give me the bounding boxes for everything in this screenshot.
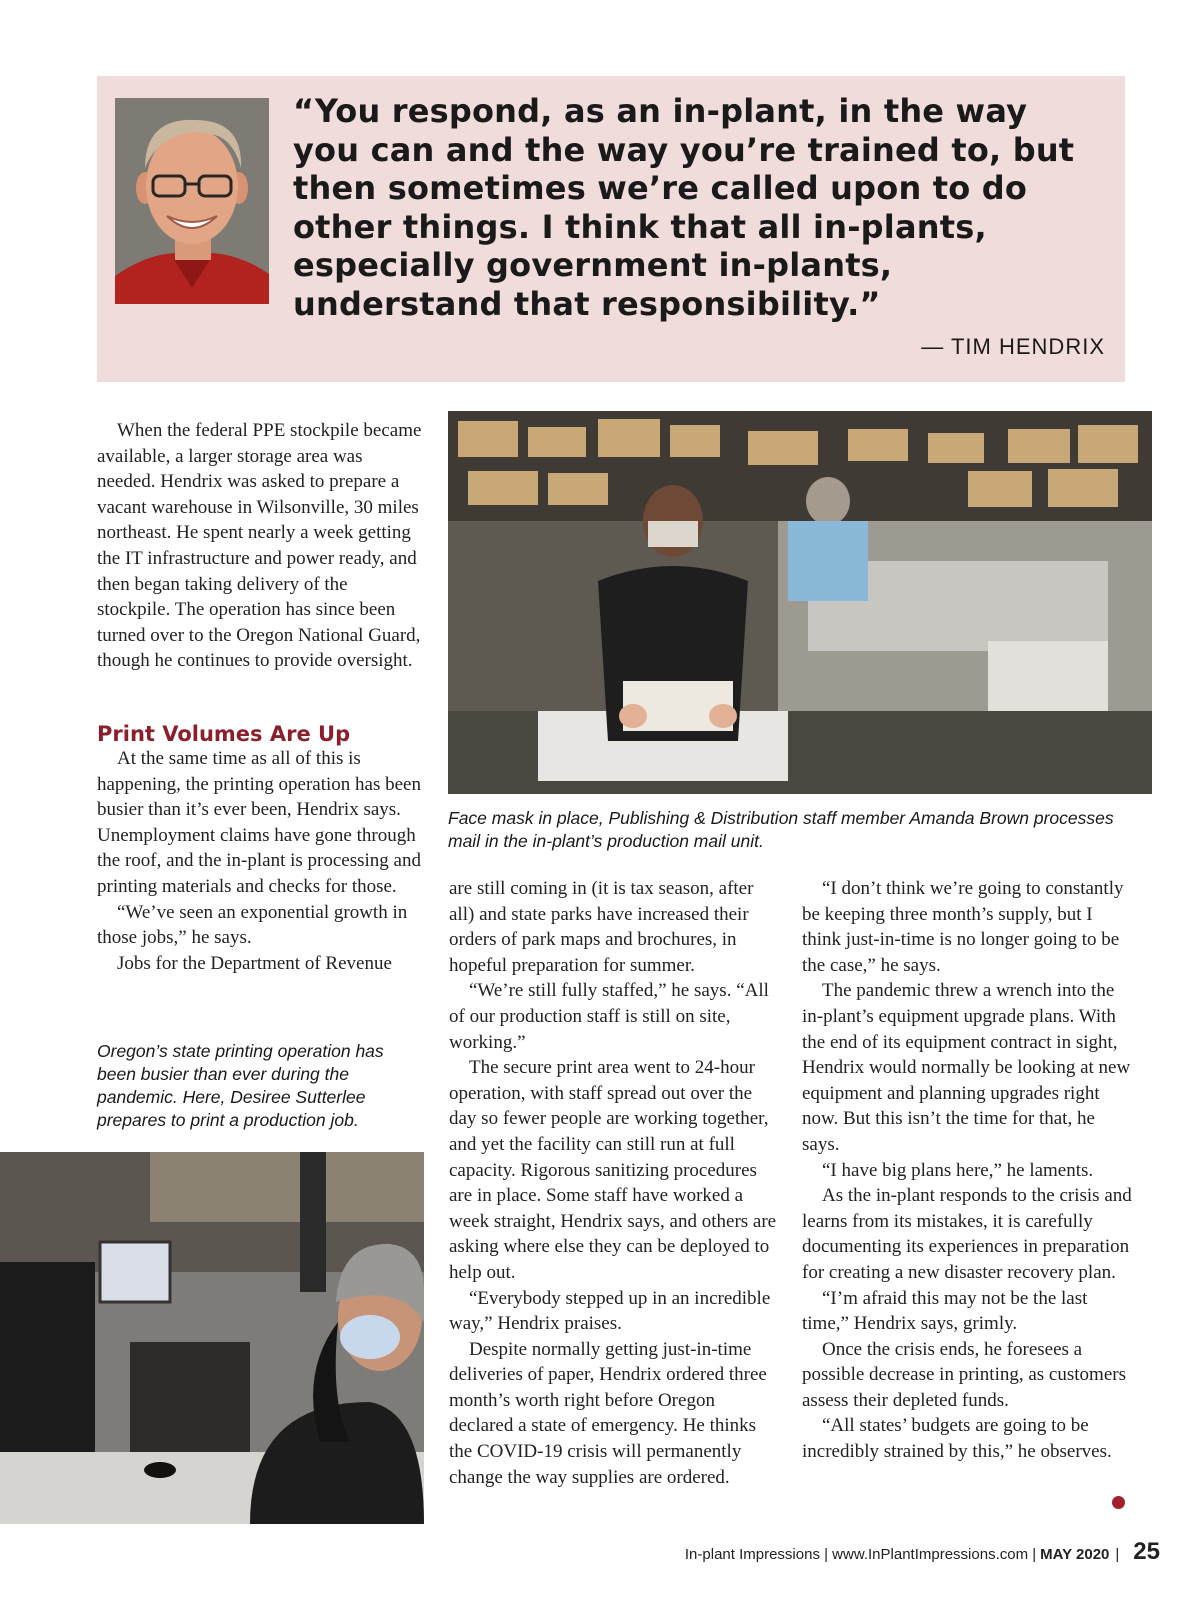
page-number: 25 — [1133, 1538, 1160, 1565]
paragraph: “I don’t think we’re going to constantly be keeping three month’s supply, but I think just-in-time is no longer going to be the case,” he says. — [802, 878, 1124, 976]
paragraph: The secure print area went to 24-hour operation, with staff spread out over the day so fewer people are working together, and yet the facility can still run at full capacity. Rigorous sanitizing procedures are in place. Some staff have worked a week straight, Hendrix says, and others are asking where else they can be deployed to help out. — [449, 1057, 777, 1283]
footer-publication: In-plant Impressions | www.InPlantImpressions.com | — [684, 1546, 1037, 1563]
section-subhead: Print Volumes Are Up — [97, 722, 351, 746]
paragraph: When the federal PPE stockpile became available, a larger storage area was needed. Hendrix was asked to prepare a vacant warehouse in Wilsonville, 30 miles northeast. He spent nearly a week getting the IT infrastructure and power ready, and then began taking delivery of the stockpile. The operation has since been turned over to the Oregon National Guard, though he continues to provide oversight. — [97, 420, 422, 672]
paragraph: “Everybody stepped up in an incredible way,” Hendrix praises. — [449, 1287, 771, 1335]
paragraph: Jobs for the Department of Revenue — [117, 952, 392, 974]
pull-quote-text: “You respond, as an in-plant, in the way you can and the way you’re trained to, but then sometimes we’re called upon to do other things. I think that all in-plants, especially government in-plants, understand that responsibility.” — [293, 92, 1075, 323]
paragraph: Despite normally getting just-in-time deliveries of paper, Hendrix ordered three month’s worth right before Oregon declared a state of emergency. He thinks the COVID-19 crisis will permanently change the way supplies are ordered. — [449, 1338, 767, 1488]
paragraph: “We’re still fully staffed,” he says. “All of our production staff is still on site, working.” — [449, 980, 769, 1053]
paragraph: “All states’ budgets are going to be incredibly strained by this,” he observes. — [802, 1415, 1112, 1463]
photo-print-operator — [0, 1152, 424, 1524]
paragraph: “I’m afraid this may not be the last time,” Hendrix says, grimly. — [802, 1287, 1088, 1335]
paragraph: Once the crisis ends, he foresees a possible decrease in printing, as customers assess their depleted funds. — [802, 1338, 1126, 1411]
paragraph: As the in-plant responds to the crisis and learns from its mistakes, it is carefully documenting its experiences in preparation for creating a new disaster recovery plan. — [802, 1185, 1132, 1283]
paragraph: The pandemic threw a wrench into the in-plant’s equipment upgrade plans. With the end of its equipment contract in sight, Hendrix would normally be looking at new equipment and planning upgrades right now. But this isn’t the time for that, he says. — [802, 980, 1131, 1155]
column-3 — [802, 876, 1136, 1465]
column-1-intro — [97, 418, 423, 674]
photo-mail-processing — [448, 411, 1152, 794]
portrait-photo-tim-hendrix — [115, 98, 269, 304]
footer-separator: | — [1115, 1546, 1120, 1563]
page-footer — [685, 1538, 1160, 1566]
footer-issue: MAY 2020 — [1040, 1546, 1110, 1563]
photo-caption-top: Face mask in place, Publishing & Distribution staff member Amanda Brown processes mail in the in-plant’s production mail unit. — [448, 808, 1114, 851]
pull-quote-box — [97, 76, 1125, 382]
column-2 — [449, 876, 779, 1490]
column-1-section — [97, 746, 423, 976]
end-of-story-marker — [1112, 1496, 1125, 1509]
photo-caption-left: Oregon’s state printing operation has been busier than ever during the pandemic. Here, Desiree Sutterlee prepares to print a production job. — [97, 1041, 384, 1130]
paragraph: are still coming in (it is tax season, after all) and state parks have increased their orders of park maps and brochures, in hopeful preparation for summer. — [449, 878, 754, 976]
paragraph: “We’ve seen an exponential growth in those jobs,” he says. — [97, 901, 408, 949]
paragraph: “I have big plans here,” he laments. — [822, 1159, 1094, 1181]
paragraph: At the same time as all of this is happening, the printing operation has been busier than it’s ever been, Hendrix says. Unemployment claims have gone through the roof, and the in-plant is processing and printing materials and checks for those. — [97, 748, 421, 897]
pull-quote-attribution: — TIM HENDRIX — [921, 334, 1105, 359]
